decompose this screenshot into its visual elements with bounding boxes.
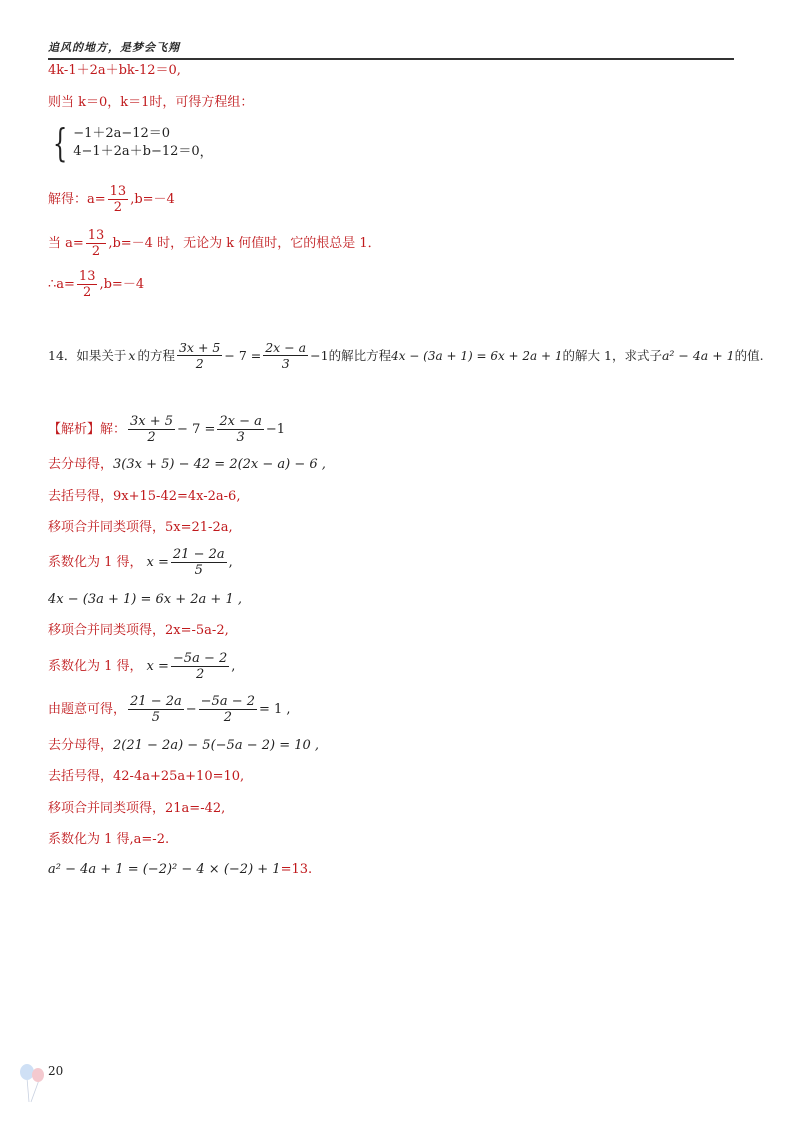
solution-step-1: 【解析】解： $\frac{3x + 5}{2}$ − 7 = $\frac{2x - a}{3}$ −1 <box>48 414 286 445</box>
solution-step-5: 系数化为 1 得， x = $\frac{21 - 2a}{5}$ , <box>48 547 233 578</box>
fraction: $\frac{13}{2}$ <box>87 228 105 259</box>
solution-step-6: 4x − (3a + 1) = 6x + 2a + 1 , <box>48 592 242 607</box>
header-motto: 追风的地方，是梦会飞翔 <box>48 41 180 54</box>
fraction: $\frac{21 - 2a}{5}$ <box>172 547 225 578</box>
eq-line-1: 4k-1＋2a＋bk-12＝0, <box>48 63 181 78</box>
solution-step-10: 去分母得， 2(21 − 2a) − 5(−5a − 2) = 10 , <box>48 738 320 753</box>
solution-step-4: 移项合并同类项得， 5x=21-2a, <box>48 520 233 535</box>
solution-step-8: 系数化为 1 得， x = $\frac{-5a - 2}{2}$ , <box>48 651 236 682</box>
fraction: $\frac{13}{2}$ <box>78 269 96 300</box>
solution-step-3: 去括号得， 9x+15-42=4x-2a-6, <box>48 489 241 504</box>
solution-step-2: 去分母得， 3(3x + 5) − 42 = 2(2x − a) − 6 , <box>48 457 326 472</box>
fraction: $\frac{21 - 2a}{5}$ <box>130 694 182 725</box>
therefore-line: ∴a= $\frac{13}{2}$ ,b=－4 <box>48 269 145 300</box>
solution-step-7: 移项合并同类项得， 2x=-5a-2, <box>48 623 229 638</box>
page-header <box>48 36 734 60</box>
equation-system <box>48 121 213 165</box>
fraction: $\frac{3x + 5}{2}$ <box>178 340 221 371</box>
fraction: $\frac{-5a - 2}{2}$ <box>200 694 255 725</box>
solve-line: 解得：a= $\frac{13}{2}$ ,b=－4 <box>48 184 175 215</box>
fraction: $\frac{-5a - 2}{2}$ <box>172 651 228 682</box>
fraction: $\frac{3x + 5}{2}$ <box>130 414 174 445</box>
solution-step-14: a² − 4a + 1 = (−2)² − 4 × (−2) + 1 =13. <box>48 862 313 877</box>
when-line: 则当 k＝0，k＝1时，可得方程组： <box>48 95 254 110</box>
left-brace-icon: { <box>52 121 68 165</box>
solution-step-9: 由题意可得， $\frac{21 - 2a}{5}$ − $\frac{-5a - 2}{2}$ = 1 , <box>48 694 291 725</box>
solution-step-13: 系数化为 1 得,a=-2. <box>48 832 170 847</box>
page-number: 20 <box>48 1064 64 1078</box>
solution-step-12: 移项合并同类项得， 21a=-42, <box>48 801 226 816</box>
fraction: $\frac{13}{2}$ <box>109 184 127 215</box>
fraction: $\frac{2x - a}{3}$ <box>265 340 307 371</box>
solution-step-11: 去括号得， 42-4a+25a+10=10, <box>48 769 245 784</box>
fraction: $\frac{2x - a}{3}$ <box>219 414 262 445</box>
problem-14-statement: 14．如果关于 x 的方程 $\frac{3x + 5}{2}$ − 7 = $\frac{2x - a}{3}$ −1 的解比方程 4x − (3a + 1) = 6x + 2a + 1 的解大 1，求式子 a² − 4a + 1 的值. <box>48 340 764 371</box>
balloons-icon <box>17 1062 51 1106</box>
system-block: { −1＋2a−12＝0 4−1＋2a＋b−12＝0 ， <box>52 121 213 165</box>
conclusion-line: 当 a= $\frac{13}{2}$ ,b=－4 时，无论为 k 何值时，它的根总是 1． <box>48 228 381 259</box>
